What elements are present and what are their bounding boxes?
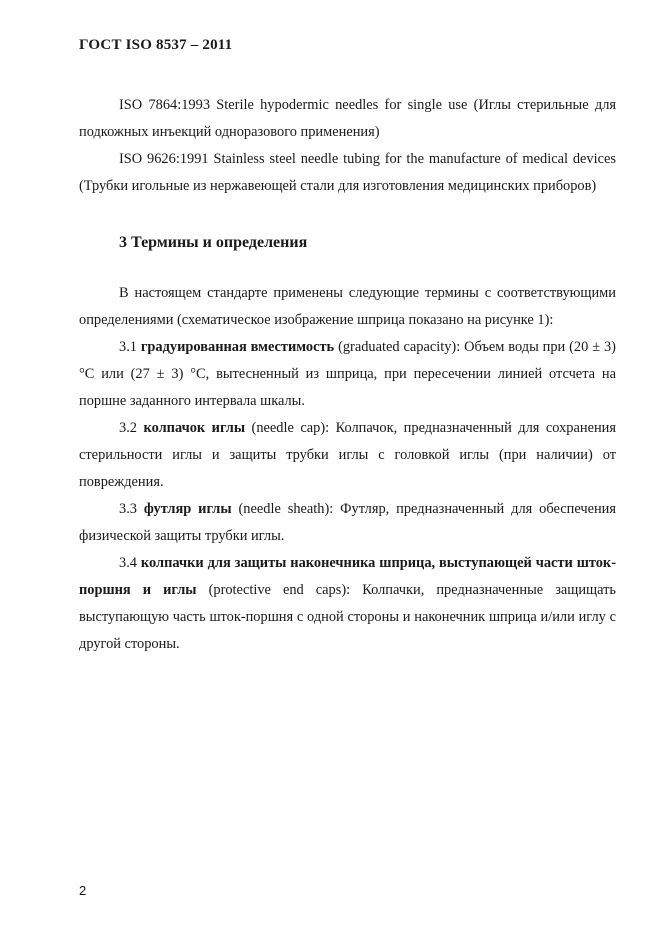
term-definition: (needle sheath): Футляр, предназначенный для обеспечения физической защиты трубки иглы. — [79, 501, 616, 544]
term-name: колпачок иглы — [143, 420, 246, 436]
term-name: градуированная вместимость — [140, 339, 335, 355]
intro-paragraph: В настоящем стандарте применены следующие термины с соответствующими определениями (схематическое изображение шприца показано на рисунке 1): — [79, 285, 616, 328]
term-name: колпачки для защиты наконечника шприца, выступающей части шток-поршня и иглы — [79, 555, 616, 598]
page-number: 2 — [79, 883, 87, 898]
document-body — [79, 92, 616, 658]
term-number: 3.2 — [119, 420, 137, 436]
document-header: ГОСТ ISO 8537 – 2011 — [79, 37, 233, 53]
section-heading: 3 Термины и определения — [119, 234, 308, 251]
term-definition: (needle cap): Колпачок, предназначенный для сохранения стерильности иглы и защиты трубки иглы с головкой иглы (при наличии) от повреждения. — [79, 420, 616, 490]
term-number: 3.3 — [119, 501, 137, 517]
term-definition: (protective end caps): Колпачки, предназначенные защищать выступающую часть шток-поршня с одной стороны и наконечник шприца и/или иглу с другой стороны. — [79, 582, 616, 652]
reference-iso-9626: ISO 9626:1991 Stainless steel needle tubing for the manufacture of medical devices (Трубки игольные из нержавеющей стали для изготовления медицинских приборов) — [79, 151, 616, 194]
term-3-1 — [79, 334, 616, 415]
term-number: 3.4 — [119, 555, 137, 571]
term-number: 3.1 — [119, 339, 137, 355]
reference-iso-7864: ISO 7864:1993 Sterile hypodermic needles for single use (Иглы стерильные для подкожных инъекций одноразового применения) — [79, 97, 616, 140]
term-3-2 — [79, 415, 616, 496]
term-3-3 — [79, 496, 616, 550]
term-3-4 — [79, 550, 616, 658]
term-definition: (graduated capacity): Объем воды при (20 ± 3) °С или (27 ± 3) °С, вытесненный из шприца, при пересечении линией отсчета на поршне заданного интервала шкалы. — [79, 339, 616, 409]
term-name: футляр иглы — [143, 501, 232, 517]
